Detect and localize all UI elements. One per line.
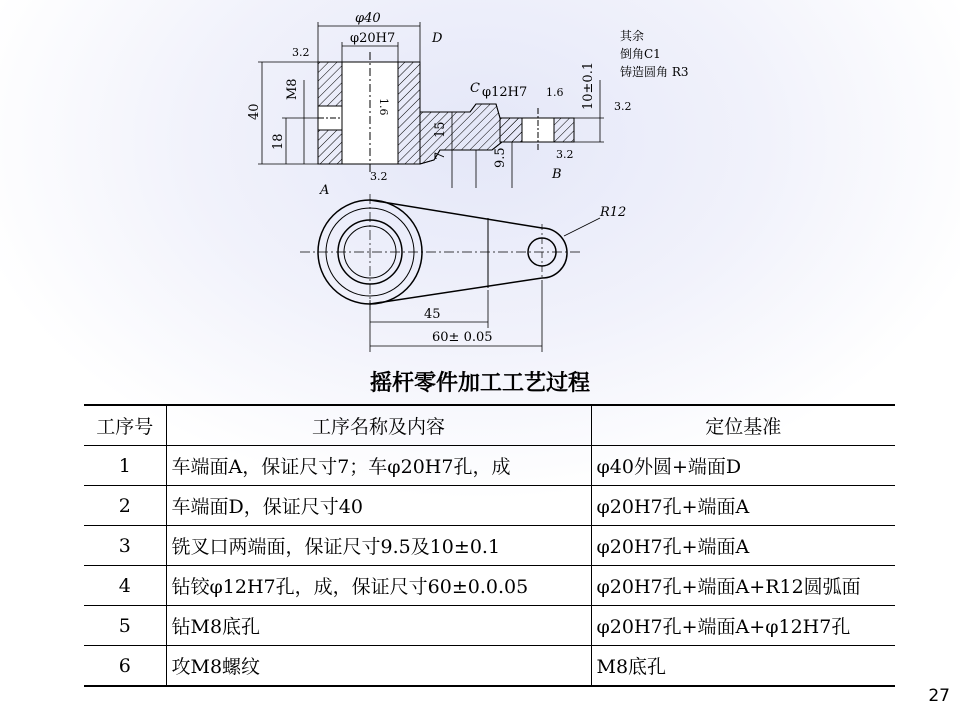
arm-section <box>420 62 524 164</box>
step-no: 4 <box>84 566 166 606</box>
dim-m8: M8 <box>285 78 300 100</box>
table-row <box>84 646 895 687</box>
dim-d18: 18 <box>271 133 286 150</box>
process-table <box>84 404 895 687</box>
col-header-datum: 定位基准 <box>591 405 895 446</box>
step-datum: φ20H7孔+端面A+R12圆弧面 <box>591 566 895 606</box>
step-datum: φ20H7孔+端面A+φ12H7孔 <box>591 606 895 646</box>
step-content: 攻M8螺纹 <box>166 646 591 687</box>
note-fillet: 铸造圆角 R3 <box>620 65 689 79</box>
dim-r12: R12 <box>600 205 627 220</box>
label-d: D <box>432 31 443 46</box>
dim-d40: φ40 <box>355 11 381 26</box>
ra-12: 1.6 <box>546 86 564 99</box>
step-content: 车端面A，保证尺寸7；车φ20H7孔，成 <box>166 446 591 486</box>
dim-d15: 15 <box>433 121 448 138</box>
label-c: C <box>470 81 480 96</box>
ra-right: 3.2 <box>614 100 632 113</box>
dim-d12h7: φ12H7 <box>482 85 528 100</box>
top-view <box>300 194 600 352</box>
dim-d40-height: 40 <box>247 103 262 120</box>
step-no: 2 <box>84 486 166 526</box>
fork-left <box>500 118 522 142</box>
table-row <box>84 526 895 566</box>
dim-d7: 7 <box>433 151 448 160</box>
dim-d60: 60± 0.05 <box>432 330 493 345</box>
note-chamfer: 倒角C1 <box>620 47 661 61</box>
note-rest: 其余 <box>620 29 645 43</box>
table-row <box>84 606 895 646</box>
col-header-content: 工序名称及内容 <box>166 405 591 446</box>
table-header-row <box>84 405 895 446</box>
dimension-lines <box>258 22 604 188</box>
fork-right <box>554 118 574 142</box>
ra-bottom: 3.2 <box>370 170 388 183</box>
hub-right-wall <box>398 62 420 164</box>
step-datum: φ20H7孔+端面A <box>591 486 895 526</box>
step-no: 6 <box>84 646 166 687</box>
dim-d45: 45 <box>424 307 441 322</box>
step-no: 3 <box>84 526 166 566</box>
step-content: 钻M8底孔 <box>166 606 591 646</box>
step-content: 车端面D，保证尺寸40 <box>166 486 591 526</box>
dim-d20h7: φ20H7 <box>350 31 396 46</box>
ra-fork: 3.2 <box>556 148 574 161</box>
ra-left-top: 3.2 <box>292 46 310 59</box>
dim-d9-5: 9.5 <box>493 147 508 168</box>
ra-hole: 1.6 <box>377 98 390 116</box>
step-content: 钻铰φ12H7孔，成，保证尺寸60±0.0.05 <box>166 566 591 606</box>
page-title: 摇杆零件加工工艺过程 <box>369 371 590 396</box>
table-row <box>84 446 895 486</box>
step-datum: φ40外圆+端面D <box>591 446 895 486</box>
table-row <box>84 566 895 606</box>
page-number: 27 <box>928 686 950 706</box>
step-no: 1 <box>84 446 166 486</box>
step-datum: M8底孔 <box>591 646 895 687</box>
table-row <box>84 486 895 526</box>
label-b: B <box>552 167 562 182</box>
step-no: 5 <box>84 606 166 646</box>
col-header-step: 工序号 <box>84 405 166 446</box>
step-content: 铣叉口两端面，保证尺寸9.5及10±0.1 <box>166 526 591 566</box>
label-a: A <box>320 183 330 198</box>
dim-d10: 10±0.1 <box>581 61 596 110</box>
step-datum: φ20H7孔+端面A <box>591 526 895 566</box>
